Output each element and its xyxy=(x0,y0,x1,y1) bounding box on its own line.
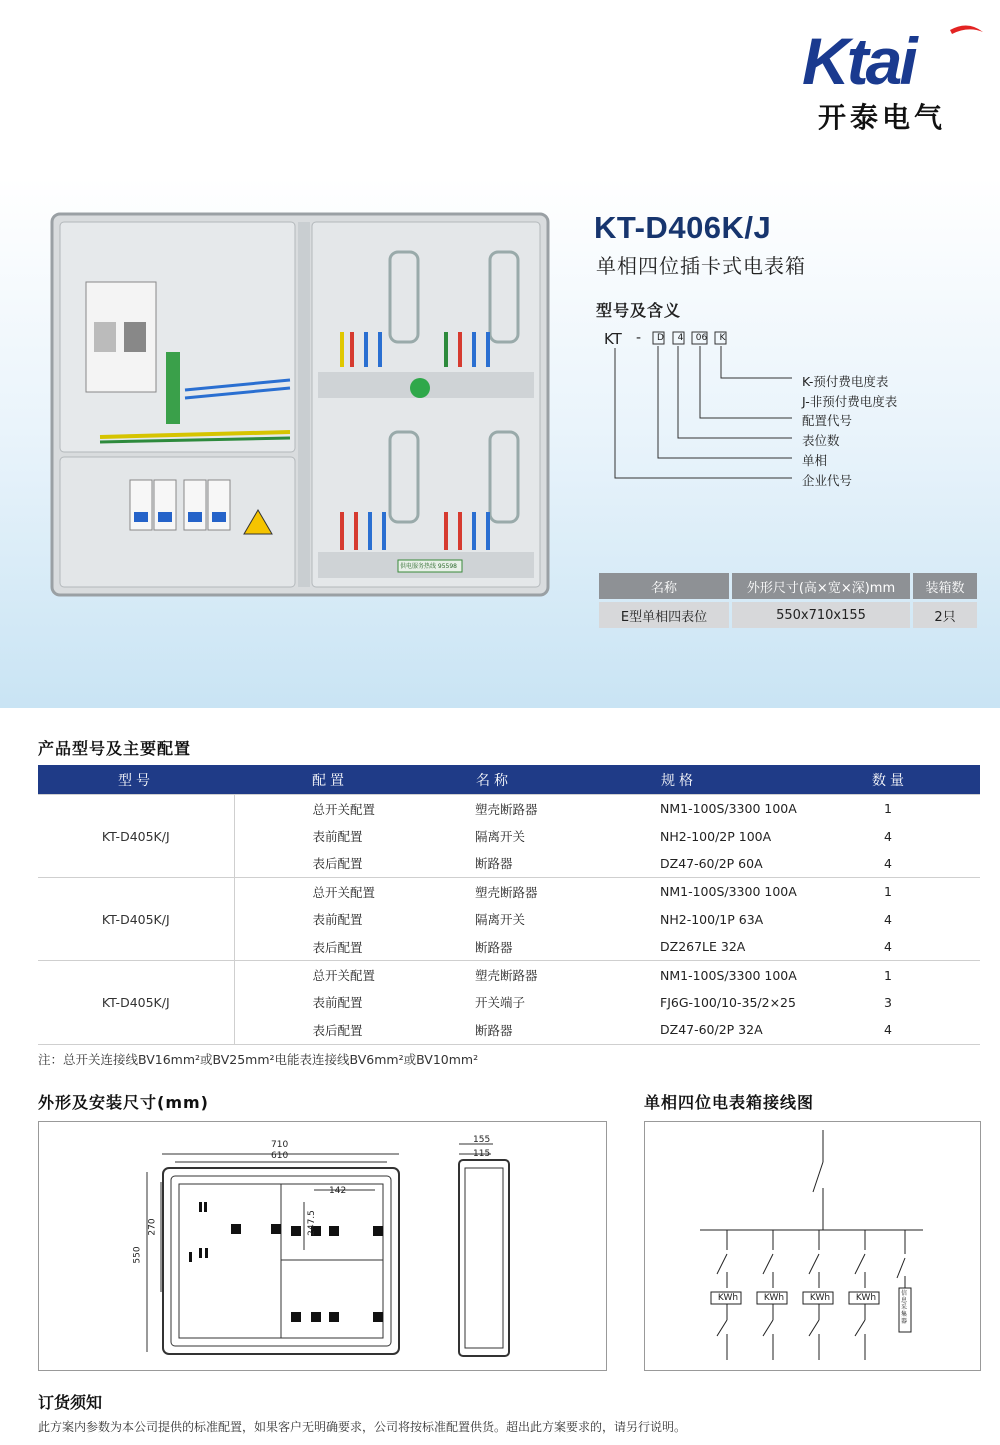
legend-company: 企业代号 xyxy=(802,473,853,488)
svg-text:Ktai: Ktai xyxy=(802,24,915,94)
cell-qty: 1 xyxy=(872,878,980,906)
cell-config: 表后配置 xyxy=(312,1022,363,1038)
wiring-diagram xyxy=(645,1122,980,1370)
brand-name: 开泰电气 xyxy=(818,101,947,134)
group-model: KT-D405K/J xyxy=(38,961,234,1044)
config-header-row xyxy=(38,765,980,795)
meter-label-1: KWh xyxy=(717,1293,739,1303)
legend-positions: 表位数 xyxy=(802,433,840,448)
config-header-qty: 数量 xyxy=(872,765,980,795)
spec-size: 550x710x155 xyxy=(732,602,910,628)
cell-spec: DZ47-60/2P 32A xyxy=(660,1022,763,1038)
meter-label-3: KWh xyxy=(809,1293,831,1303)
cell-qty: 4 xyxy=(884,855,892,871)
dim-spacing-v: 247.5 xyxy=(306,1210,317,1236)
code-prefix: KT xyxy=(604,330,622,348)
spec-qty: 2只 xyxy=(913,602,977,628)
front-hotline-label: 供电服务热线 95598 xyxy=(400,563,457,570)
meter-label-4: KWh xyxy=(855,1293,877,1303)
dim-depth-inner: 115 xyxy=(473,1149,491,1159)
code-box-2: 4 xyxy=(677,333,684,343)
dimensions-drawing-box xyxy=(38,1121,607,1371)
dimensions-title: 外形及安装尺寸(mm) xyxy=(38,1093,209,1112)
product-model: KT-D406K/J xyxy=(594,210,772,245)
dim-spacing-h: 142 xyxy=(329,1186,347,1196)
spec-header-size: 外形尺寸(高×宽×深)mm xyxy=(732,573,910,599)
cell-config: 总开关配置 xyxy=(234,878,475,906)
cell-qty: 4 xyxy=(884,828,892,844)
code-dash: - xyxy=(636,330,642,346)
brand-logo xyxy=(800,22,985,94)
legend-config: 配置代号 xyxy=(802,413,853,428)
cell-spec: DZ267LE 32A xyxy=(660,939,746,955)
meter-label-2: KWh xyxy=(763,1293,785,1303)
dim-height-outer: 550 xyxy=(132,1246,143,1264)
cell-name: 塑壳断路器 xyxy=(475,795,660,823)
config-header-spec: 规格 xyxy=(660,765,872,795)
order-text: 此方案内参数为本公司提供的标准配置，如果客户无明确要求，公司将按标准配置供货。超出此方案要求的，请另行说明。 xyxy=(38,1420,687,1434)
config-note: 注：总开关连接线BV16mm²或BV25mm²电能表连接线BV6mm²或BV10mm² xyxy=(38,1052,479,1067)
cell-name: 开关端子 xyxy=(475,995,526,1011)
cell-qty: 4 xyxy=(884,911,892,927)
config-table xyxy=(38,765,980,1045)
cell-spec: NM1-100S/3300 100A xyxy=(660,795,872,823)
cell-spec: FJ6G-100/10-35/2×25 xyxy=(660,994,796,1010)
cell-config: 表后配置 xyxy=(312,856,363,872)
dim-width-inner: 610 xyxy=(271,1151,289,1161)
cell-name: 断路器 xyxy=(475,856,513,872)
cell-name: 断路器 xyxy=(475,939,513,955)
cell-config: 表前配置 xyxy=(312,995,363,1011)
cell-config: 表前配置 xyxy=(312,829,363,845)
group-model: KT-D405K/J xyxy=(38,878,234,961)
cell-name: 隔离开关 xyxy=(475,912,526,928)
table-row xyxy=(38,961,980,989)
table-row xyxy=(38,878,980,906)
dim-depth-outer: 155 xyxy=(473,1135,491,1145)
table-row xyxy=(38,795,980,823)
cell-config: 表前配置 xyxy=(312,912,363,928)
cell-qty: 3 xyxy=(884,994,892,1010)
cell-spec: NM1-100S/3300 100A xyxy=(660,878,872,906)
cell-spec: NH2-100/2P 100A xyxy=(660,828,772,844)
cell-name: 塑壳断路器 xyxy=(475,961,660,989)
legend-single-phase: 单相 xyxy=(802,453,828,468)
wiring-title: 单相四位电表箱接线图 xyxy=(644,1093,815,1112)
model-meaning-heading: 型号及含义 xyxy=(596,301,682,320)
dimension-drawing xyxy=(39,1122,606,1370)
cell-config: 表后配置 xyxy=(312,939,363,955)
cell-name: 塑壳断路器 xyxy=(475,878,660,906)
product-subtitle: 单相四位插卡式电表箱 xyxy=(596,254,806,278)
legend-j: J-非预付费电度表 xyxy=(802,394,898,409)
spec-header-name: 名称 xyxy=(599,573,729,599)
collector-label: 信息采集器 xyxy=(901,1290,908,1325)
cell-qty: 1 xyxy=(872,795,980,823)
dim-height-inner: 270 xyxy=(147,1218,158,1236)
spec-table xyxy=(596,570,980,631)
spec-name: E型单相四表位 xyxy=(599,602,729,628)
code-box-4: K xyxy=(719,333,726,343)
cell-config: 总开关配置 xyxy=(234,795,475,823)
group-model: KT-D405K/J xyxy=(38,795,234,878)
cell-name: 断路器 xyxy=(475,1022,513,1038)
code-box-1: D xyxy=(657,333,664,343)
cell-name: 隔离开关 xyxy=(475,829,526,845)
dim-width-outer: 710 xyxy=(271,1140,289,1150)
cell-config: 总开关配置 xyxy=(234,961,475,989)
config-title: 产品型号及主要配置 xyxy=(38,739,192,758)
order-title: 订货须知 xyxy=(38,1393,103,1412)
model-code-diagram xyxy=(600,328,960,498)
legend-k: K-预付费电度表 xyxy=(802,374,889,389)
cell-qty: 4 xyxy=(884,939,892,955)
cell-qty: 4 xyxy=(884,1022,892,1038)
config-header-name: 名称 xyxy=(475,765,660,795)
cell-spec: NH2-100/1P 63A xyxy=(660,911,764,927)
cell-spec: DZ47-60/2P 60A xyxy=(660,855,763,871)
cell-qty: 1 xyxy=(872,961,980,989)
config-header-model: 型号 xyxy=(38,765,234,795)
code-box-3: 06 xyxy=(695,333,708,343)
cell-spec: NM1-100S/3300 100A xyxy=(660,961,872,989)
wiring-diagram-box xyxy=(644,1121,981,1371)
config-header-config: 配置 xyxy=(234,765,475,795)
product-image xyxy=(50,212,550,597)
spec-header-qty: 装箱数 xyxy=(913,573,977,599)
